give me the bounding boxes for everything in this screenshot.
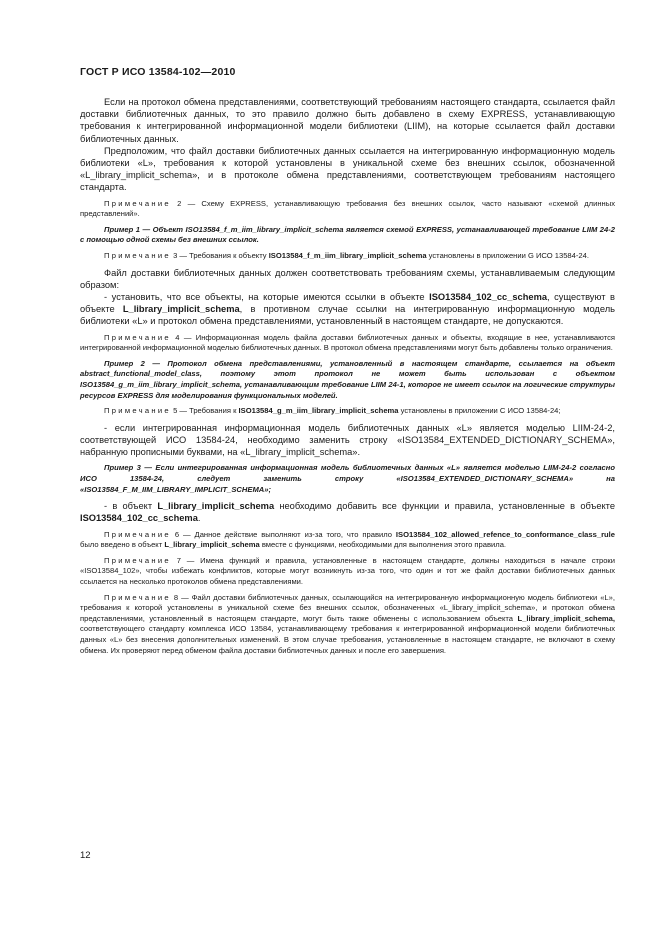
note-label: Примечание [104,555,171,565]
note-7: Примечание 7 — Имена функций и правила, установленные в настоящем стандарте, должны находиться в начале строки «ISO13584_102», чтобы избежать конфликтов, которые могут возникнуть из-за того, что один и тот же файл доставки библиотечных данных ссылается на несколько протоколов обмена представлениями. [80,555,615,586]
page-number: 12 [80,850,91,861]
note-label: Примечание [104,251,171,260]
note-8: Примечание 8 — Файл доставки библиотечных данных, ссылающийся на интегрированную информационную модель библиотеки «L», требования к которой установлены в уникальной схеме без внешних ссылок, обозначенных «L_library_implicit_schema», и протокол обмена представлениями, установленный в настоящем стандарте, могут быть также обменены с использованием объекта L_library_implicit_schema, соответствующего стандарту комплекса ИСО 13584, устанавливающему требования к интегрированной информационной модели библиотечных данных «L» без внесения дополнительных изменений. В этом случае требования, установленные в настоящем стандарте, не включают в схему обмена. Их проверяют перед обменом файла доставки библиотечных данных и после его завершения. [80,592,615,655]
list-item: - установить, что все объекты, на которые имеются ссылки в объекте ISO13584_102_cc_schema, существуют в объекте L_library_implicit_schema, в противном случае ссылки на интегрированную информационную модель библиотеки «L» и протокол обмена представлениями, установленный в настоящем стандарте, не допускаются. [80,292,615,327]
paragraph: Если на протокол обмена представлениями, соответствующий требованиям настоящего стандарта, ссылается файл доставки библиотечных данных, то это правило должно быть добавлено в схему EXPRESS, устанавливающую требования к интегрированной информационной модели библиотеки (LIIM), на которые ссылается файл доставки библиотечных данных. [80,97,615,144]
note-6: Примечание 6 — Данное действие выполняют из-за того, что правило ISO13584_102_allowed_refence_to_conformance_class_rule было введено в объект L_library_implicit_schema вместе с функциями, необходимыми для выполнения этого правила. [80,529,615,550]
example-3: Пример 3 — Если интегрированная информационная модель библиотечных данных «L» является моделью LIIM-24-2 согласно ИСО 13584-24, следует заменить строку «ISO13584_EXTENDED_DICTIONARY_SCHEMA» на «ISO13584_F_M_IIM_LIBRARY_IMPLICIT_SCHEMA»; [80,463,615,494]
note-label: Примечание [104,198,171,208]
paragraph: Файл доставки библиотечных данных должен соответствовать требованиям схемы, устанавливаемым следующим образом: [80,267,615,290]
note-label: Примечание [104,529,171,539]
example-2: Пример 2 — Протокол обмена представлениями, установленный в настоящем стандарте, ссылается на объект abstract_functional_model_class, поэтому этот протокол не может быть использован с объектом ISO13584_g_m_iim_library_implicit_schema, устанавливающим требование LIIM 24-1, которое не имеет ссылок на логические структуры ресурсов EXPRESS для моделирования функциональных моделей. [80,358,615,400]
note-3: Примечание 3 — Требования к объекту ISO13584_f_m_iim_library_implicit_schema установлены в приложении G ИСО 13584-24. [104,251,589,260]
document-body [80,96,615,661]
note-label: Примечание [104,332,171,342]
example-1: Пример 1 — Объект ISO13584_f_m_iim_library_implicit_schema является схемой EXPRESS, устанавливающей требование LIIM 24-2 с помощью одной схемы без внешних ссылок. [80,224,615,245]
note-5: Примечание 5 — Требования к ISO13584_g_m_iim_library_implicit_schema установлены в приложении С ИСО 13584-24; [104,406,561,416]
document-header: ГОСТ Р ИСО 13584-102—2010 [80,66,236,78]
note-label: Примечание [104,406,171,416]
paragraph: Предположим, что файл доставки библиотечных данных ссылается на интегрированную информационную модель библиотеки «L», требования к которой установлены в уникальной схеме без внешних ссылок, обозначенной «L_library_implicit_schema», и в протоколе обмена представлениями, соответствующем требованиям настоящего стандарта. [80,145,615,193]
note-4: Примечание 4 — Информационная модель файла доставки библиотечных данных и объекты, входящие в нее, устанавливаются интегрированной информационной моделью библиотечных данных. В протокол обмена представлениями могут быть добавлены только ограничения. [80,332,615,353]
note-2: Примечание 2 — Схему EXPRESS, устанавливающую требования без внешних ссылок, часто называют «схемой длинных представлений». [80,198,615,219]
list-item: - в объект L_library_implicit_schema необходимо добавить все функции и правила, установленные в объекте ISO13584_102_cc_schema. [80,501,615,524]
list-item: - если интегрированная информационная модель библиотечных данных «L» является моделью LIIM-24-2, соответствующей ИСО 13584-24, необходимо заменить строку «ISO13584_EXTENDED_DICTIONARY_SCHEMA», набранную прописными буквами, на «L_library_implicit_schema». [80,422,615,458]
note-label: Примечание [104,592,171,602]
